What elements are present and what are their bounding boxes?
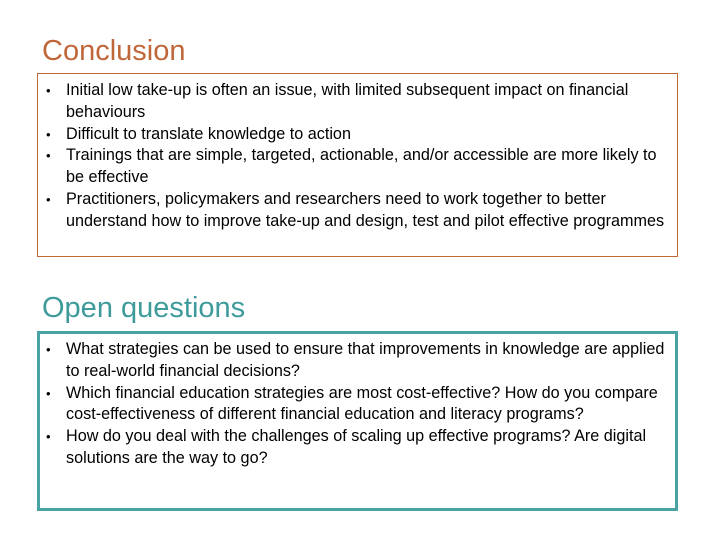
- list-item: • Difficult to translate knowledge to action: [38, 124, 677, 146]
- bullet-icon: •: [46, 429, 51, 445]
- bullet-icon: •: [46, 148, 51, 164]
- bullet-icon: •: [46, 126, 51, 142]
- list-item: • Practitioners, policymakers and researchers need to work together to better understand how to improve take-up and design, test and pilot effective programmes: [46, 189, 665, 230]
- conclusion-box: [37, 73, 678, 257]
- list-item: • Which financial education strategies are most cost-effective? How do you compare cost-effectiveness of different financial education and literacy programs?: [46, 383, 658, 424]
- conclusion-list: [38, 74, 677, 233]
- list-item: • Initial low take-up is often an issue, with limited subsequent impact on financial behaviours: [46, 81, 629, 121]
- bullet-icon: •: [46, 342, 51, 357]
- conclusion-heading: Conclusion: [42, 35, 186, 67]
- bullet-icon: •: [46, 83, 51, 98]
- open-questions-list: [40, 334, 675, 470]
- open-questions-heading: Open questions: [42, 292, 246, 324]
- bullet-icon: •: [46, 385, 51, 401]
- list-item: • What strategies can be used to ensure that improvements in knowledge are applied to real-world financial decisions?: [46, 340, 665, 380]
- list-item: • Trainings that are simple, targeted, actionable, and/or accessible are more likely to be effective: [46, 146, 657, 187]
- bullet-icon: •: [46, 191, 51, 207]
- list-item: • How do you deal with the challenges of scaling up effective programs? Are digital solutions are the way to go?: [46, 427, 647, 467]
- open-questions-box: [37, 331, 678, 511]
